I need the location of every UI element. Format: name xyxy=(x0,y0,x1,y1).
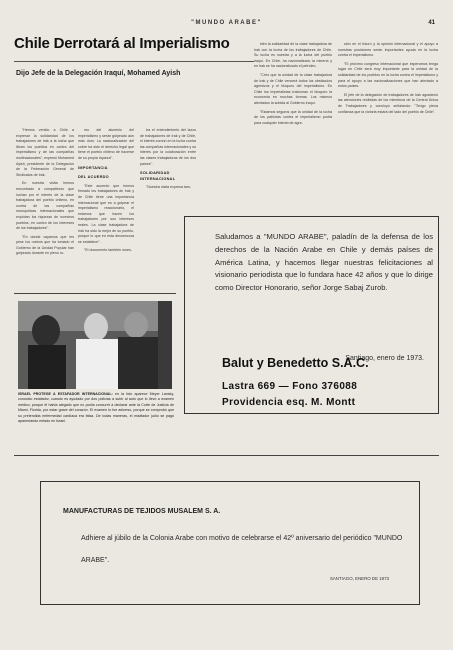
ad2-message: Adhiere al júbilo de la Colonia Arabe con motivo de celebrarse el 42º aniversario del periódico "MUNDO ARABE". xyxy=(81,535,403,564)
col2-subheading: DEL ACUERDO xyxy=(78,175,109,180)
col4-paragraph: "Creo que la unidad de la clase trabajadora de Irak y de Chile vencerá todos los obstáculos agresivos y el bloqueo del imperialismo. En Chile los imperialistas traicionan el bloqueo la economía en muchas formas. Los mismos atentados la subida al Gobierno iraquí. xyxy=(254,72,332,105)
article-headline: Chile Derrotará al Imperialismo xyxy=(14,35,230,52)
col2-paragraph: mo del aluminio del imperialismo y serán golpeado aún más duro. La nacionalización del cobre ha sido el derecho legal que tiene el pueblo chileno de hacerse de su propia riqueza". xyxy=(78,128,134,160)
col5-paragraph: El jefe de la delegación de trabajadores de Irak agradeció las atenciones recibidas de los miembros de la Central Única de Trabajadores y concluyó señalando: "Tengo plena confianza que la victoria estará del lado del pueblo de Chile". xyxy=(338,92,438,114)
headline-rule xyxy=(14,61,254,62)
col1-paragraph: "En donde vayamos que les pese los rostros que ha tomado el Gobierno de la Unidad Popular han golpeado durante en pleno ro- xyxy=(16,234,74,256)
article-column-3 xyxy=(140,128,196,194)
article-column-4 xyxy=(254,42,332,129)
ad2-company: MANUFACTURAS DE TEJIDOS MUSALEM S. A. xyxy=(63,508,221,515)
page-number: 41 xyxy=(428,20,435,26)
ad2-date: SANTIAGO, ENERO DE 1973 xyxy=(329,576,389,581)
column-separator xyxy=(14,293,176,294)
article-subhead: Dijo Jefe de la Delegación Iraquí, Mohamed Ayish xyxy=(16,70,181,77)
col2-paragraph: "Este acuerdo que hemos firmado los trabajadores de Irak y de Chile tiene una importancia internacional que es a golpear el imperialismo reaccionario, el estamos que hacen los trabajadores por sus intereses reales. La clase trabajadora de Irak ha sido la mejor de su pueblo, porque lo que en esta decuencura se establece". xyxy=(78,183,134,244)
article-column-2 xyxy=(78,128,134,257)
col4-paragraph: "Estamos seguros que la unidad de la lucha de los patriotas contra el imperialismo podrá para cualquier intento de agre- xyxy=(254,109,332,125)
article-column-1 xyxy=(16,128,74,260)
caption-text: en la foto aparece Meyer Lansky, conocido estafador, cuando es ayudado por dos policías a subir al auto que lo llevó a examen médico, porque él había alegado que no podía concurrir a declarar ante la Corte de Justicia de Miami, Florida, por estar grave del corazón. El examen lo fue adverso, porque se comprobó que su pretendida enfermedad cardíaca era falsa. De todas maneras, el estafador judío se pagó aparentando enfado en Israel. xyxy=(18,392,175,424)
photo-caption xyxy=(18,392,174,424)
caption-title: ISRAEL PROTEGE A ESTAFADOR INTERNACIONAL: xyxy=(18,392,113,396)
company-name: Balut y Benedetto S.A.C. xyxy=(222,356,369,370)
ad1-message: Saludamos a "MUNDO ARABE", paladín de la defensa de los derechos de la Nación Arabe en Chile y demás países de América Latina, y hacemos llegar nuestras felicitaciones al visionario periodista que lo fundara hace 42 años y que lo dirige como Director Honorario, señor Jorge Sabaj Zurob. xyxy=(215,232,433,293)
ad1-date: Santiago, enero de 1973. xyxy=(345,355,424,362)
magazine-header: "MUNDO ARABE" xyxy=(191,20,262,26)
col5-paragraph: "El próximo congreso internacional que esperamos tenga lugar en Chile será muy importante para la unidad de la solidaridad de los pueblos en la lucha contra el imperialismo y para el apoyo a las nacionalizaciones que han afectado a estos países. xyxy=(338,61,438,89)
photo-illustration xyxy=(18,301,172,389)
col4-paragraph: bién la solidaridad de la clase trabajadora de Irak con la lucha de los trabajadores de Chile. Su lucha es nuestra y a la lucha del pueblo iraquí. En Chile, ha nacionalizado la minería y en Irak se ha nacionalizado el petróleo. xyxy=(254,42,332,69)
article-column-5 xyxy=(338,42,438,118)
col1-paragraph: En nuestra visita hemos encontrado a compañeros que luchan por el interés de la clase trabajadora del pueblo chileno, en contra de las compañías monopólicas internacionales que explotan los riquezas de nuestros pueblos, en contra de los intereses de los trabajadores". xyxy=(16,181,74,231)
col3-paragraph: "Nuestra visita expresa tam- xyxy=(146,185,192,190)
company-location: Providencia esq. M. Montt xyxy=(222,397,356,408)
company-address: Lastra 669 — Fono 376088 xyxy=(222,381,358,392)
col5-paragraph: sión en el futuro y la opinión internacional y el apoyo a nuestras posiciones serán importantes ayuda en la lucha contra el imperialismo. xyxy=(338,42,438,58)
col2-subheading: IMPORTANCIA xyxy=(78,165,108,170)
col1-paragraph: "Hemos venido a Chile a expresar la solidaridad de los trabajadores de Irak a la lucha que libran los pueblos en contra del imperialismo y de las compañías multinacionales", expresó Mohamed Ayish, presidente de la Delegación de la Federación General de Sindicatos de Irak. xyxy=(16,128,74,177)
col2-paragraph: "El documento también mues- xyxy=(84,248,133,253)
section-rule xyxy=(14,455,439,456)
musalem-ad-box xyxy=(40,481,420,605)
col3-subheading: SOLIDARIDAD INTERNACIONAL xyxy=(140,171,176,181)
col3-paragraph: tra el entendimiento del lazos de trabajadores de Irak y de Chile, el interés común en la lucha contra las compañías internacionales y su interés por la colaboración entre las clases trabajadoras de los dos países". xyxy=(140,128,196,166)
news-photo xyxy=(18,301,172,389)
